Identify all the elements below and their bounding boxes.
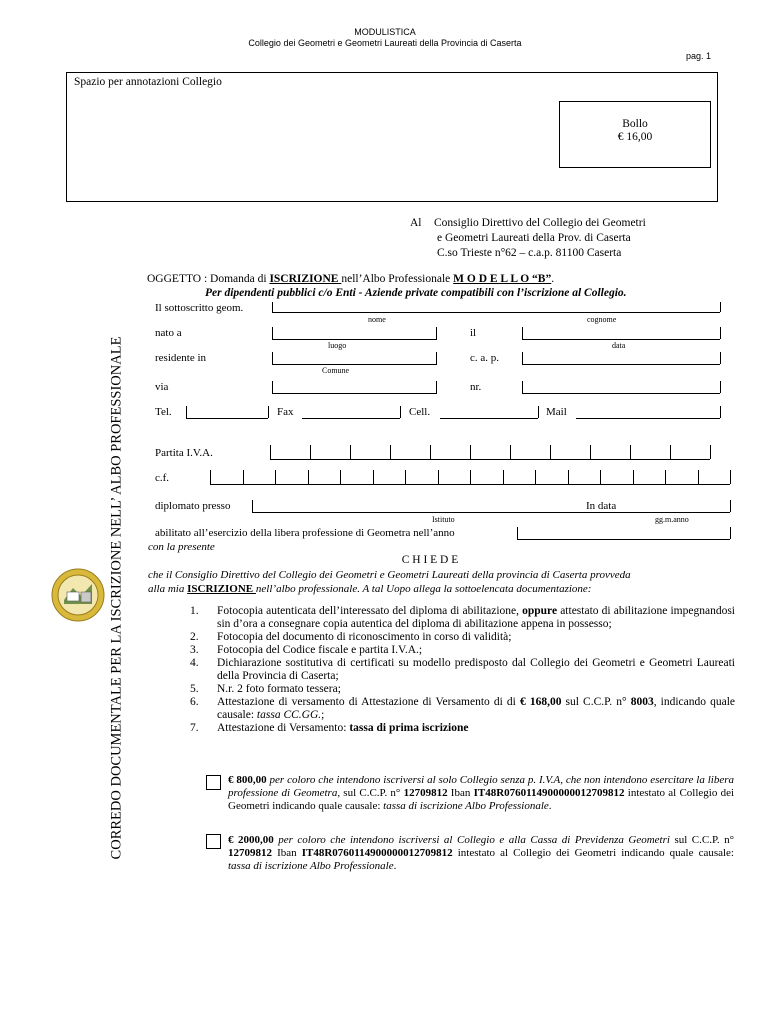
vat-field[interactable] [270, 458, 710, 460]
tick [252, 500, 253, 512]
subject-model: M O D E L L O “B” [453, 273, 552, 285]
document-text: N.r. 2 foto formato tessera; [217, 683, 341, 695]
qualified-year-field[interactable] [517, 538, 730, 540]
undersigned-label: Il sottoscritto geom. [155, 302, 244, 314]
box-divider [310, 445, 311, 459]
document-text: Fotocopia del Codice fiscale e partita I.V.A.; [217, 644, 423, 656]
document-text: Dichiarazione sostitutiva di certificati su modello predisposto dal Collegio dei Geometri e Geometri Laureati della Provincia di Caserta; [217, 657, 735, 682]
document-text: Fotocopia autenticata dell’interessato del diploma di abilitazione, [217, 605, 523, 617]
box-divider [390, 445, 391, 459]
document-text: , indicando quale causale: [217, 696, 736, 721]
box-divider [438, 470, 439, 484]
tick [522, 381, 523, 393]
diploma-label: diplomato presso [155, 500, 231, 512]
vat-label: Partita I.V.A. [155, 447, 213, 459]
data-hint: data [612, 341, 626, 350]
cap-field[interactable] [522, 363, 720, 365]
tick [730, 500, 731, 512]
document-number: 1. [190, 605, 199, 617]
box-divider [698, 470, 699, 484]
document-text: Attestazione di Versamento: [217, 722, 350, 734]
bollo-box [559, 101, 711, 168]
diploma-field[interactable] [252, 511, 730, 513]
fax-field[interactable] [302, 417, 400, 419]
document-text: attestato di abilitazione impegnandosi sin d’ora a consegnare copia autentica del diploma di abilitazione appena in possesso; [217, 605, 735, 630]
box-divider [275, 470, 276, 484]
tel-field[interactable] [186, 417, 268, 419]
document-text: tassa CC.GG. [256, 709, 322, 721]
subject-line: OGGETTO : Domanda di ISCRIZIONE nell’Albo Professionale M O D E L L O “B”. [147, 273, 555, 285]
mail-field[interactable] [576, 417, 720, 419]
undersigned-field[interactable] [272, 311, 720, 313]
nome-hint: nome [368, 315, 386, 324]
vertical-caption: CORREDO DOCUMENTALE PER LA ISCRIZIONE NELL’ ALBO PROFESSIONALE [108, 336, 125, 860]
request-line2: alla mia ISCRIZIONE nell’albo professionale. A tal Uopo allega la sottoelencata documentazione: [148, 583, 592, 595]
documents-list [190, 605, 735, 735]
option-2000-text: € 2000,00 per coloro che intendono iscriversi al Collegio e alla Cassa di Previdenza Geometri sul C.C.P. n° 12709812 Iban IT48R0760114900000012709812 intestato al Collegio dei Geometri indicando quale causale: tassa di iscrizione Albo Professionale. [228, 834, 734, 872]
addressee-prefix: Al [410, 217, 422, 229]
box-divider [630, 445, 631, 459]
chiede-heading: C H I E D E [401, 554, 459, 566]
birthplace-field[interactable] [272, 338, 437, 340]
tick [730, 527, 731, 539]
in-data-label: In data [586, 500, 617, 512]
document-number: 7. [190, 722, 199, 734]
box-divider [633, 470, 634, 484]
document-item [190, 605, 735, 631]
born-label: nato a [155, 327, 182, 339]
document-text: Attestazione di versamento di Attestazione di Versamento di di [217, 696, 520, 708]
box-divider [670, 445, 671, 459]
mail-label: Mail [546, 406, 567, 418]
document-item [190, 657, 735, 683]
tick [272, 381, 273, 393]
addressee-line2: e Geometri Laureati della Prov. di Caserta [437, 232, 631, 244]
date-hint: gg.m.anno [655, 515, 689, 524]
addressee-line3: C.so Trieste n°62 – c.a.p. 81100 Caserta [437, 247, 622, 259]
page-number: pag. 1 [686, 51, 712, 61]
option-2000-checkbox[interactable] [206, 834, 221, 849]
bollo-label: Bollo [622, 118, 648, 130]
document-number: 4. [190, 657, 199, 669]
box-divider [568, 470, 569, 484]
cell-field[interactable] [440, 417, 538, 419]
document-text: oppure [522, 605, 558, 617]
document-number: 6. [190, 696, 199, 708]
cell-label: Cell. [409, 406, 431, 418]
cf-label: c.f. [155, 472, 170, 484]
residence-field[interactable] [272, 363, 437, 365]
comune-hint: Comune [322, 366, 350, 375]
tick [538, 406, 539, 418]
box-divider [350, 445, 351, 459]
document-number: 2. [190, 631, 199, 643]
document-title: MODULISTICA [354, 27, 416, 37]
number-label: nr. [470, 381, 482, 393]
street-field[interactable] [272, 392, 437, 394]
box-divider [340, 470, 341, 484]
subject-keyword: ISCRIZIONE [269, 273, 342, 285]
tick [186, 406, 187, 418]
luogo-hint: luogo [328, 341, 347, 350]
box-divider [243, 470, 244, 484]
tick [272, 327, 273, 339]
tick [720, 381, 721, 393]
box-divider [535, 470, 536, 484]
option-800-text: € 800,00 per coloro che intendono iscriversi al solo Collegio senza p. I.V.A, che non intendono esercitare la libera professione di Geometra, sul C.C.P. n° 12709812 Iban IT48R0760114900000012709812 intestato al Collegio dei Geometri indicando quale causale: tassa di iscrizione Albo Professionale. [228, 774, 735, 812]
box-divider [470, 445, 471, 459]
box-divider [470, 470, 471, 484]
document-item [190, 644, 735, 657]
box-divider [308, 470, 309, 484]
box-divider [730, 470, 731, 484]
tick [436, 352, 437, 364]
bollo-amount: € 16,00 [617, 131, 653, 143]
fax-label: Fax [277, 406, 294, 418]
box-divider [710, 445, 711, 459]
tick [720, 406, 721, 418]
document-item [190, 696, 735, 722]
tick [517, 527, 518, 539]
tick [400, 406, 401, 418]
tick [436, 381, 437, 393]
box-divider [510, 445, 511, 459]
cap-label: c. a. p. [470, 352, 500, 364]
box-divider [590, 445, 591, 459]
box-divider [600, 470, 601, 484]
document-text: tassa di prima iscrizione [349, 722, 469, 734]
street-label: via [155, 381, 169, 393]
box-divider [210, 470, 211, 484]
document-text: ; [321, 709, 325, 721]
request-line1: che il Consiglio Direttivo del Collegio dei Geometri e Geometri Laureati della provincia di Caserta provveda [148, 569, 631, 581]
tick [720, 327, 721, 339]
request-keyword: ISCRIZIONE [187, 583, 256, 595]
tick [272, 302, 273, 312]
box-divider [430, 445, 431, 459]
tick [268, 406, 269, 418]
box-divider [405, 470, 406, 484]
addressee-line1: Consiglio Direttivo del Collegio dei Geometri [434, 217, 646, 229]
resident-label: residente in [155, 352, 207, 364]
document-item [190, 722, 735, 735]
subject-subline: Per dipendenti pubblici c/o Enti - Aziende private compatibili con l’iscrizione al Collegio. [205, 287, 627, 299]
tel-label: Tel. [155, 406, 172, 418]
tick [720, 302, 721, 312]
box-divider [665, 470, 666, 484]
istituto-hint: Istituto [432, 515, 455, 524]
tick [522, 352, 523, 364]
document-item [190, 683, 735, 696]
box-divider [373, 470, 374, 484]
document-text: 8003 [630, 696, 654, 708]
document-subtitle: Collegio dei Geometri e Geometri Laureati della Provincia di Caserta [248, 38, 522, 48]
with-this-label: con la presente [148, 541, 215, 553]
option-800-checkbox[interactable] [206, 775, 221, 790]
document-text: sul C.C.P. n° [561, 696, 631, 708]
birthdate-label: il [470, 327, 477, 339]
document-number: 5. [190, 683, 199, 695]
document-text: Fotocopia del documento di riconoscimento in corso di validità; [217, 631, 512, 643]
box-divider [503, 470, 504, 484]
box-divider [270, 445, 271, 459]
birthdate-field[interactable] [522, 338, 720, 340]
document-number: 3. [190, 644, 199, 656]
cognome-hint: cognome [587, 315, 617, 324]
annotation-label: Spazio per annotazioni Collegio [74, 76, 222, 88]
qualified-label: abilitato all’esercizio della libera professione di Geometra nell’anno [155, 527, 455, 539]
tick [436, 327, 437, 339]
tick [522, 327, 523, 339]
document-item [190, 631, 735, 644]
tick [272, 352, 273, 364]
document-text: € 168,00 [519, 696, 562, 708]
collegio-seal-icon [51, 568, 105, 622]
tick [720, 352, 721, 364]
box-divider [550, 445, 551, 459]
number-field[interactable] [522, 392, 720, 394]
